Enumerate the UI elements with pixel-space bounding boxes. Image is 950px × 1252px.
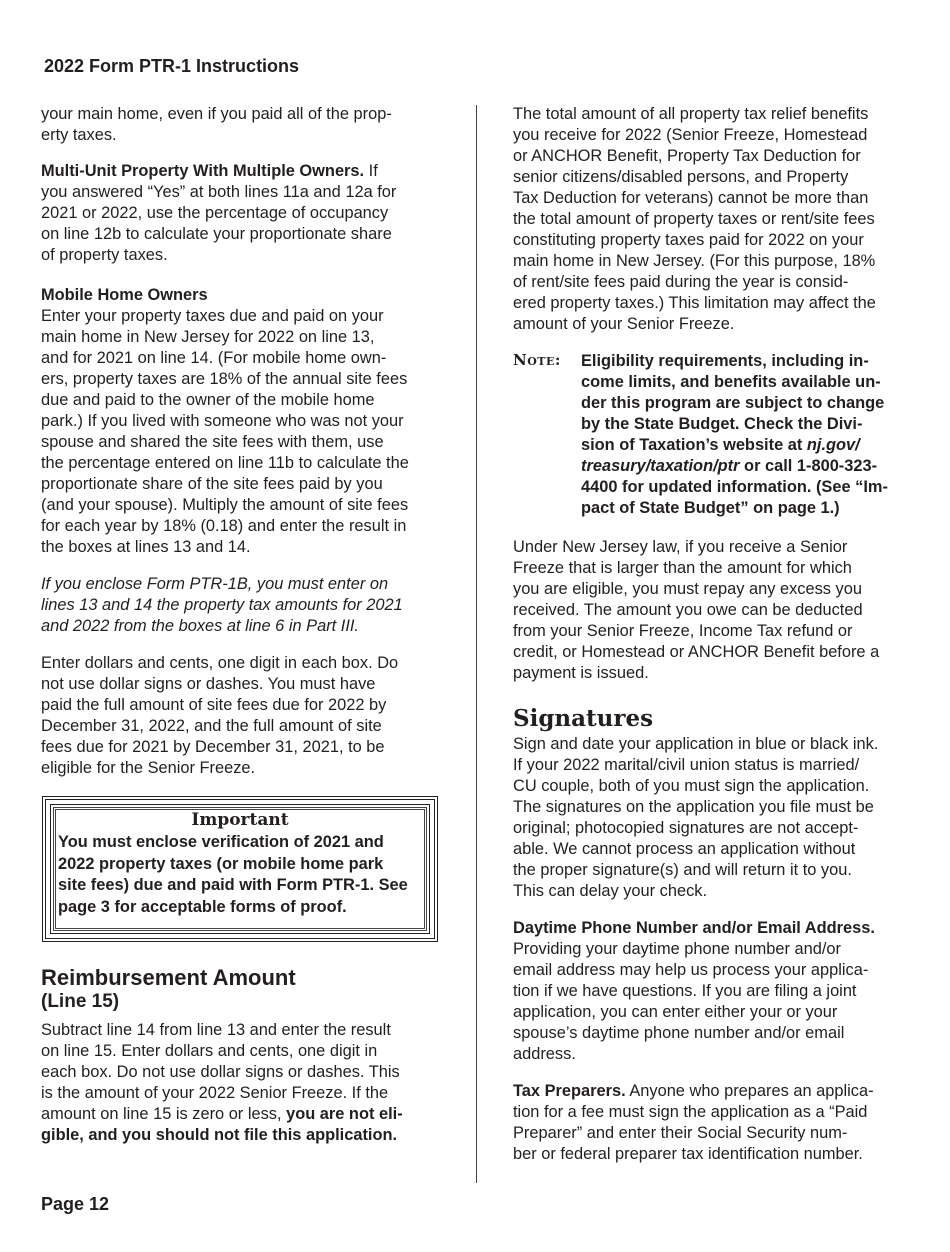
paragraph-mobile-home: Enter your property taxes due and paid on your main home in New Jersey for 2022 on line 13, and for 2021 on line 14. (For mobile home own- ers, property taxes are 18% of the annual site fees due and paid to the owner of the mobile home park.) If you lived with someone who was not your spouse and shared the site fees with them, use the percentage entered on line 11b to calculate the proportionate share of the site fees paid by you (and your spouse). Multiply the amount of site fees for each year by 18% (0.18) and enter the result in the boxes at lines 13 and 14. [41, 307, 409, 556]
paragraph-dollars-cents: Enter dollars and cents, one digit in each box. Do not use dollar signs or dashes. You must have paid the full amount of site fees due for 2022 by December 31, 2022, and the full amount of site fees due for 2021 by December 31, 2021, to be eligible for the Senior Freeze. [41, 654, 399, 777]
paragraph-signatures: Sign and date your application in blue or black ink. If your 2022 marital/civil union status is married/ CU couple, both of you must sign the application. The signatures on the application you file must be original; photocopied signatures are not accept- able. We cannot process an application without the proper signature(s) and will return it to you. This can delay your check. [513, 735, 879, 900]
note-text-b: or call 1-800-323- 4400 for updated information. (See “Im- pact of State Budget” on page 1.) [581, 457, 888, 517]
column-divider [476, 105, 477, 1183]
mobile-home-heading: Mobile Home Owners [41, 286, 208, 304]
phone-email-body: Providing your daytime phone number and/or email address may help us process your applica- tion if we have questions. If you are filing a joint application, you can enter either your or your spouse’s daytime phone number and/or email address. [513, 940, 869, 1063]
paragraph-multi-unit [41, 161, 441, 266]
reimbursement-warning: you are not eli- gible, and you should not file this application. [41, 1105, 403, 1144]
tax-preparers-lead: Tax Preparers. [513, 1082, 626, 1100]
note-body [581, 351, 921, 519]
paragraph-main-home: your main home, even if you paid all of the prop- erty taxes. [41, 105, 392, 144]
important-text: You must enclose verification of 2021 and 2022 property taxes (or mobile home park site fees) due and paid with Form PTR-1. See page 3 for acceptable forms of proof. [58, 833, 408, 916]
signatures-heading: Signatures [513, 705, 654, 732]
multi-unit-body: If you answered “Yes” at both lines 11a and 12a for 2021 or 2022, use the percentage of occupancy on line 12b to calculate your proportionate share of property taxes. [41, 162, 397, 264]
multi-unit-lead: Multi-Unit Property With Multiple Owners. [41, 162, 365, 180]
paragraph-phone-email [513, 918, 913, 1065]
important-title: Important [191, 810, 289, 830]
document-header: 2022 Form PTR-1 Instructions [44, 56, 300, 76]
note-label: Note: [513, 351, 561, 369]
note-website-link[interactable]: nj.gov/ treasury/taxation/ptr [581, 436, 860, 475]
reimbursement-body: Subtract line 14 from line 13 and enter the result on line 15. Enter dollars and cents, one digit in each box. Do not use dollar signs or dashes. This is the amount of your 2022 Senior Freeze. If the amount on line 15 is zero or less, [41, 1021, 400, 1123]
paragraph-tax-preparers [513, 1081, 913, 1165]
important-box [42, 796, 438, 942]
reimbursement-subheading: (Line 15) [41, 991, 120, 1012]
tax-preparers-body: Anyone who prepares an applica- tion for a fee must sign the application as a “Paid Preparer” and enter their Social Security num- ber or federal preparer tax identification number. [513, 1082, 874, 1163]
note-text-a: Eligibility requirements, including in- come limits, and benefits available un- der this program are subject to change by the State Budget. Check the Divi- sion of Taxation’s website at [581, 352, 885, 454]
reimbursement-heading: Reimbursement Amount [41, 965, 296, 990]
paragraph-total-benefits: The total amount of all property tax relief benefits you receive for 2022 (Senior Freeze, Homestead or ANCHOR Benefit, Property Tax Deduction for senior citizens/disabled persons, and Property Tax Deduction for veterans) cannot be more than the total amount of property taxes or rent/site fees constituting property taxes paid for 2022 on your main home in New Jersey. (For this purpose, 18% of rent/site fees paid during the year is consid- ered property taxes.) This limitation may affect the amount of your Senior Freeze. [513, 105, 876, 333]
paragraph-ptr1b-note: If you enclose Form PTR-1B, you must enter on lines 13 and 14 the property tax amounts for 2021 and 2022 from the boxes at line 6 in Part III. [41, 575, 403, 635]
page-number: Page 12 [41, 1194, 110, 1214]
paragraph-repay: Under New Jersey law, if you receive a Senior Freeze that is larger than the amount for which you are eligible, you must repay any excess you received. The amount you owe can be deducted from your Senior Freeze, Income Tax refund or credit, or Homestead or ANCHOR Benefit before a payment is issued. [513, 538, 880, 682]
phone-email-lead: Daytime Phone Number and/or Email Address. [513, 919, 875, 937]
paragraph-reimbursement [41, 1020, 441, 1146]
